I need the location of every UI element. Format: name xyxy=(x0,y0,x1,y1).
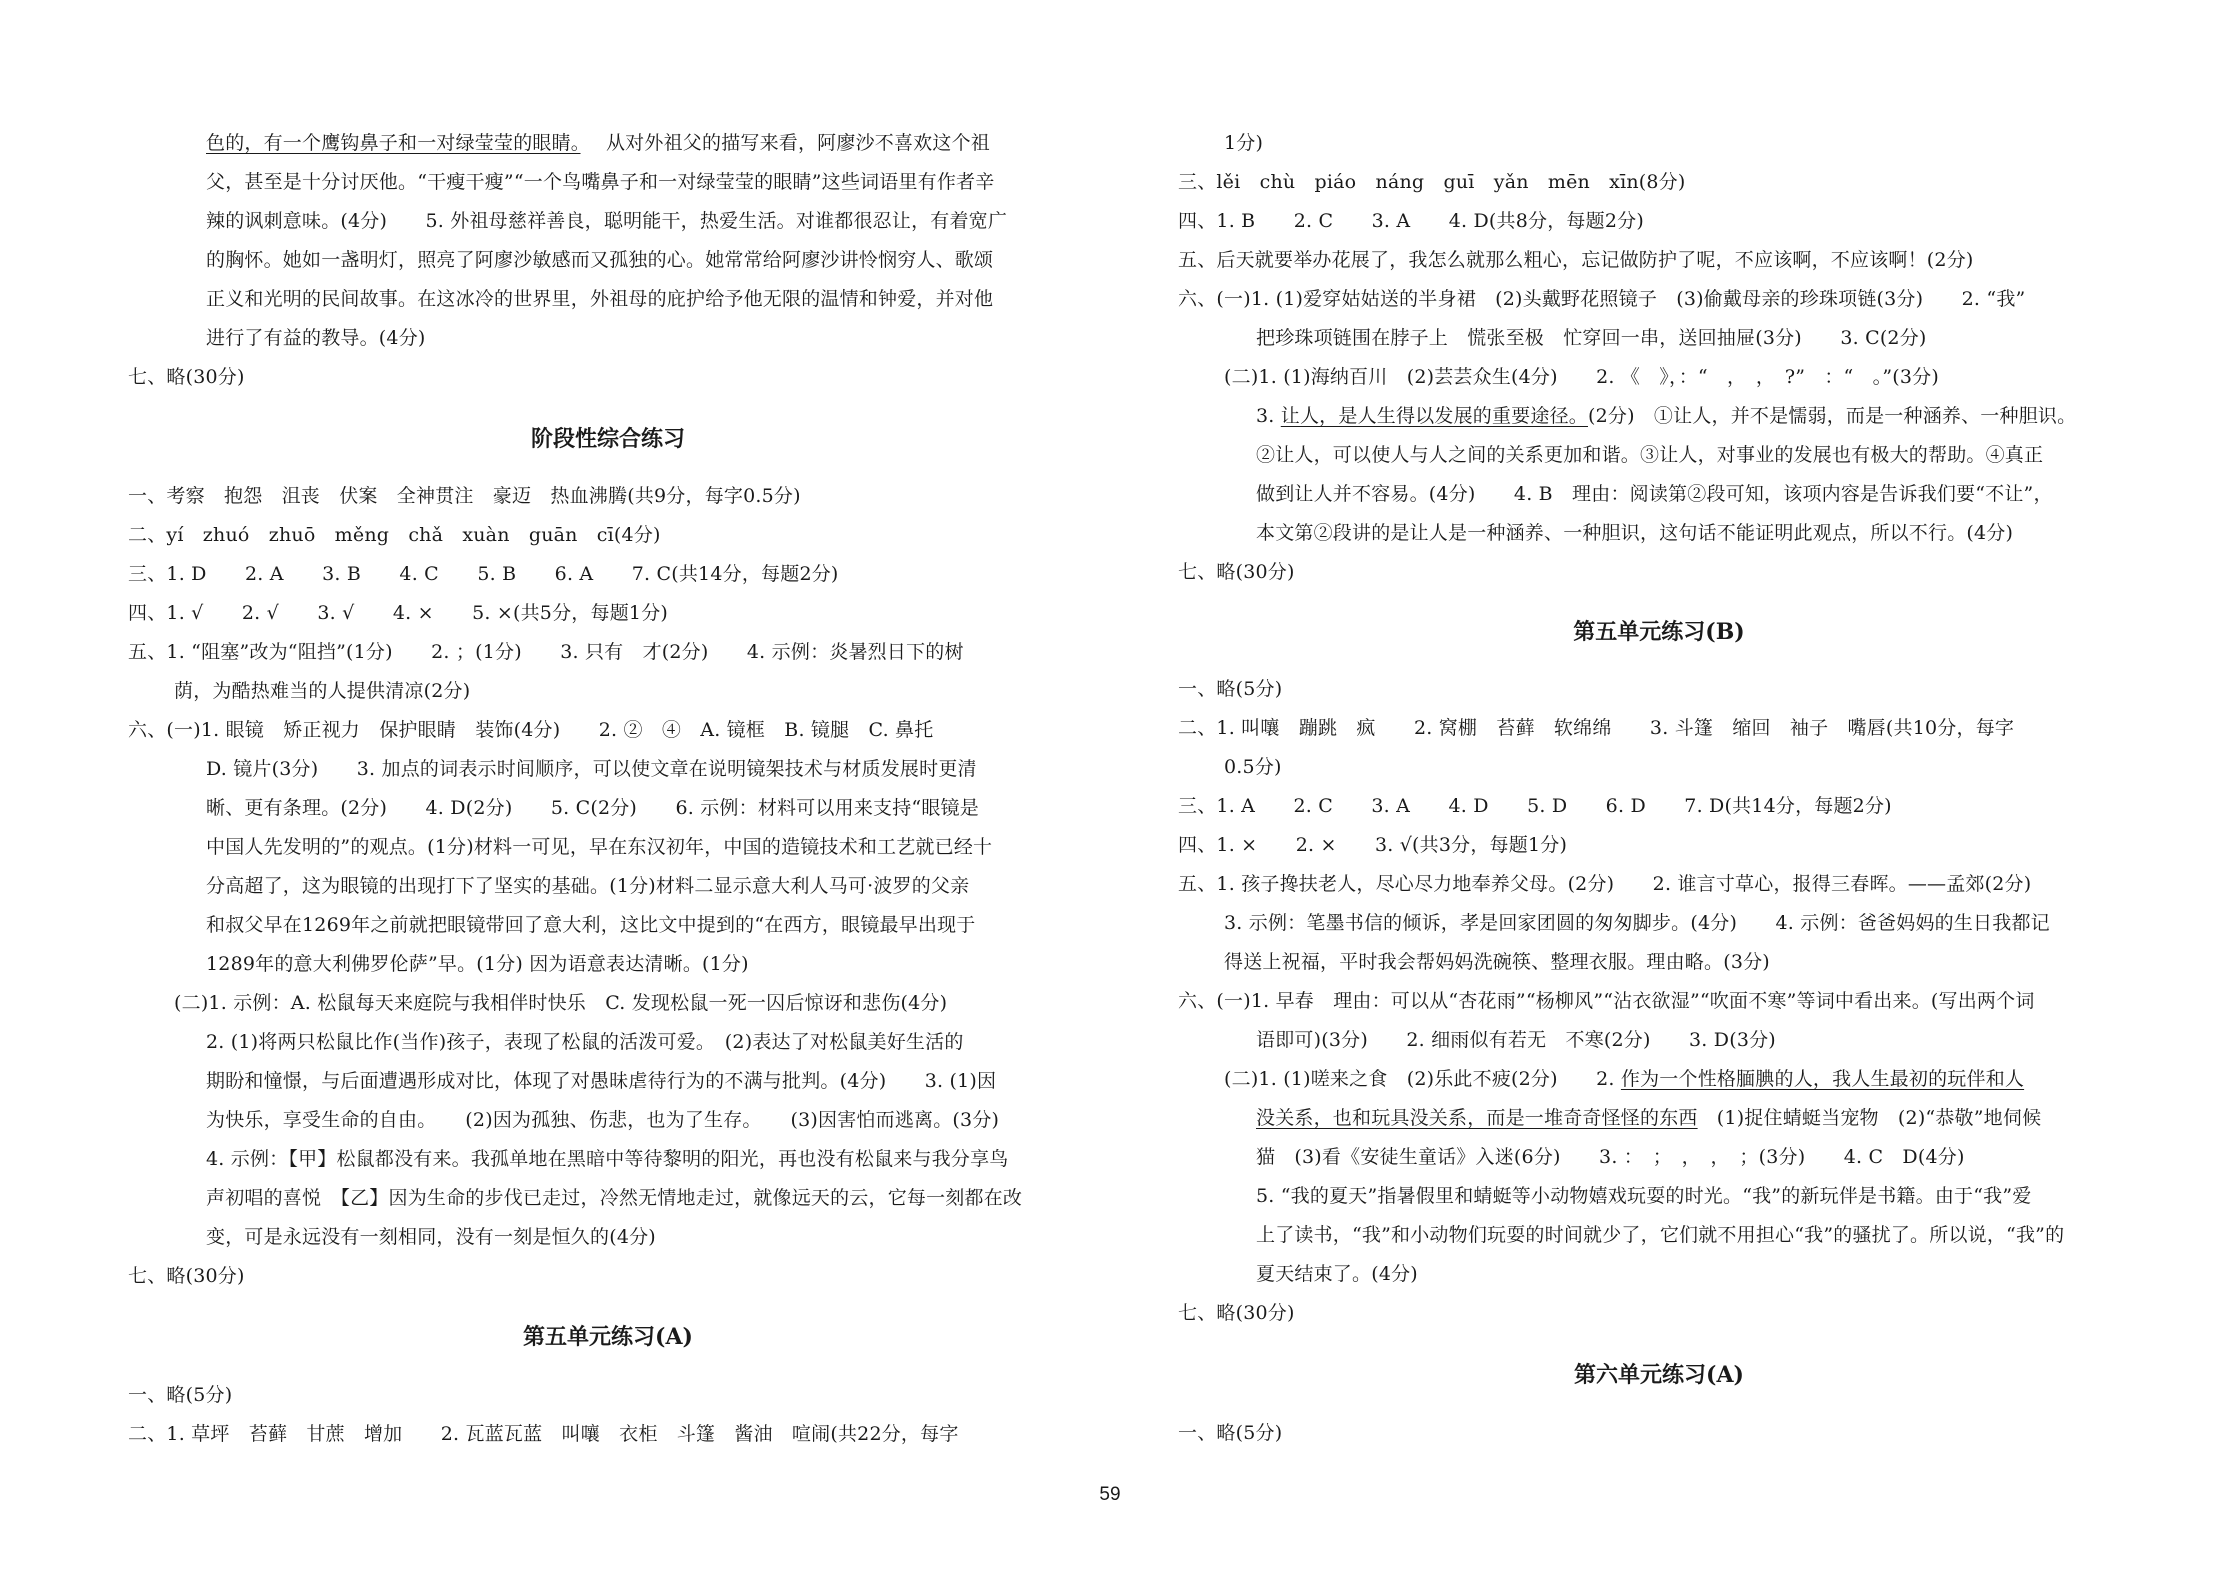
underlined-answer: 作为一个性格腼腆的人，我人生最初的玩伴和人 xyxy=(1620,1068,2025,1090)
text-line: 1分) xyxy=(1224,132,1264,154)
text-line: 父，甚至是十分讨厌他。“干瘦干瘦”“一个鸟嘴鼻子和一对绿莹莹的眼睛”这些词语里有作者辛 xyxy=(206,171,995,193)
text-line: 和叔父早在1269年之前就把眼镜带回了意大利，这比文中提到的“在西方，眼镜最早出现于 xyxy=(206,914,976,936)
text-line: 七、略(30分) xyxy=(128,1265,245,1287)
text-line: (二)1. 示例：A. 松鼠每天来庭院与我相伴时快乐 C. 发现松鼠一死一囚后惊讶和悲伤(4分) xyxy=(174,992,948,1014)
text-span: 从对外祖父的描写来看，阿廖沙不喜欢这个祖 xyxy=(605,132,990,154)
text-line: 三、1. D 2. A 3. B 4. C 5. B 6. A 7. C(共14分，每题2分) xyxy=(128,563,839,585)
text-line: 三、1. A 2. C 3. A 4. D 5. D 6. D 7. D(共14分，每题2分) xyxy=(1178,795,1892,817)
text-line: 得送上祝福，平时我会帮妈妈洗碗筷、整理衣服。理由略。(3分) xyxy=(1224,951,1770,973)
text-line: 正义和光明的民间故事。在这冰冷的世界里，外祖母的庇护给予他无限的温情和钟爱，并对他 xyxy=(206,288,994,310)
text-line: 做到让人并不容易。(4分) 4. B 理由：阅读第②段可知，该项内容是告诉我们要“不让”， xyxy=(1256,483,2053,505)
text-line: 进行了有益的教导。(4分) xyxy=(206,327,426,349)
text-line: 七、略(30分) xyxy=(1178,1302,1295,1324)
underlined-answer: 让人，是人生得以发展的重要途径。 xyxy=(1280,405,1588,427)
text-line: 一、略(5分) xyxy=(128,1384,233,1406)
text-line: 四、1. × 2. × 3. √(共3分，每题1分) xyxy=(1178,834,1568,856)
text-line: 2. (1)将两只松鼠比作(当作)孩子，表现了松鼠的活泼可爱。 (2)表达了对松鼠美好生活的 xyxy=(206,1031,964,1053)
section-heading: 第五单元练习(B) xyxy=(1573,619,1745,645)
section-heading: 阶段性综合练习 xyxy=(530,426,685,452)
text-line: 的胸怀。她如一盏明灯，照亮了阿廖沙敏感而又孤独的心。她常常给阿廖沙讲怜悯穷人、歌颂 xyxy=(206,249,994,271)
page-number: 59 xyxy=(1099,1484,1121,1505)
text-line: 0.5分) xyxy=(1224,756,1282,778)
text-line: 五、1. 孩子搀扶老人，尽心尽力地奉养父母。(2分) 2. 谁言寸草心，报得三春晖。——孟郊(2分) xyxy=(1178,873,2032,895)
text-span: 3. xyxy=(1256,405,1281,427)
text-line: 五、1. “阻塞”改为“阻挡”(1分) 2. ；(1分) 3. 只有 才(2分) 4. 示例：炎暑烈日下的树 xyxy=(128,641,964,663)
text-line: 5. “我的夏天”指暑假里和蜻蜓等小动物嬉戏玩耍的时光。“我”的新玩伴是书籍。由于“我”爱 xyxy=(1256,1185,2032,1207)
text-line: 六、(一)1. 早春 理由：可以从“杏花雨”“杨柳风”“沾衣欲湿”“吹面不寒”等词中看出来。(写出两个词 xyxy=(1178,990,2035,1012)
text-span: (二)1. (1)嗟来之食 (2)乐此不疲(2分) 2. xyxy=(1224,1068,1621,1090)
section-heading: 第五单元练习(A) xyxy=(523,1324,693,1350)
text-line: 七、略(30分) xyxy=(1178,561,1295,583)
underlined-answer: 没关系，也和玩具没关系，而是一堆奇奇怪怪的东西 xyxy=(1256,1107,1698,1129)
text-line: 一、略(5分) xyxy=(1178,678,1283,700)
text-line xyxy=(206,128,990,158)
text-line: (二)1. (1)海纳百川 (2)芸芸众生(4分) 2. 《 》，：“ ， ， ?” ：“ 。”(3分) xyxy=(1224,366,1939,388)
text-line xyxy=(1256,1103,2041,1133)
text-span: (2分) ①让人，并不是懦弱，而是一种涵养、一种胆识。 xyxy=(1587,405,2077,427)
text-line: 期盼和憧憬，与后面遭遇形成对比，体现了对愚昧虐待行为的不满与批判。(4分) 3. (1)因 xyxy=(206,1070,997,1092)
text-line: 二、1. 草坪 苔藓 甘蔗 增加 2. 瓦蓝瓦蓝 叫嚷 衣柜 斗篷 酱油 喧闹(共22分，每字 xyxy=(128,1423,959,1445)
text-line: 六、(一)1. (1)爱穿姑姑送的半身裙 (2)头戴野花照镜子 (3)偷戴母亲的珍珠项链(3分) 2. “我” xyxy=(1178,288,2026,310)
text-line: 中国人先发明的”的观点。(1分)材料一可见，早在东汉初年，中国的造镜技术和工艺就已经十 xyxy=(206,836,993,858)
text-line: D. 镜片(3分) 3. 加点的词表示时间顺序，可以使文章在说明镜架技术与材质发展时更清 xyxy=(206,758,977,780)
text-line: 一、考察 抱怨 沮丧 伏案 全神贯注 豪迈 热血沸腾(共9分，每字0.5分) xyxy=(128,485,801,507)
text-line: 为快乐，享受生命的自由。 (2)因为孤独、伤悲，也为了生存。 (3)因害怕而逃离。(3分) xyxy=(206,1109,1000,1131)
text-line: 四、1. √ 2. √ 3. √ 4. × 5. ×(共5分，每题1分) xyxy=(128,602,669,624)
text-line: 四、1. B 2. C 3. A 4. D(共8分，每题2分) xyxy=(1178,210,1644,232)
text-line: 猫 (3)看《安徒生童话》入迷(6分) 3. ： ； ， ， ；(3分) 4. C D(4分) xyxy=(1256,1146,1965,1168)
text-line: 夏天结束了。(4分) xyxy=(1256,1263,1418,1285)
text-line: 六、(一)1. 眼镜 矫正视力 保护眼睛 装饰(4分) 2. ② ④ A. 镜框 B. 镜腿 C. 鼻托 xyxy=(128,719,934,741)
underlined-answer: 色的，有一个鹰钩鼻子和一对绿莹莹的眼睛。 xyxy=(206,132,581,154)
text-line: 4. 示例：【甲】松鼠都没有来。我孤单地在黑暗中等待黎明的阳光，再也没有松鼠来与我分享鸟 xyxy=(206,1148,1009,1170)
text-line: ②让人，可以使人与人之间的关系更加和谐。③让人，对事业的发展也有极大的帮助。④真正 xyxy=(1256,444,2044,466)
text-line xyxy=(1224,1064,2024,1094)
text-line: 3. 示例：笔墨书信的倾诉，孝是回家团圆的匆匆脚步。(4分) 4. 示例：爸爸妈妈的生日我都记 xyxy=(1224,912,2050,934)
text-line: 五、后天就要举办花展了，我怎么就那么粗心，忘记做防护了呢，不应该啊，不应该啊！(2分) xyxy=(1178,249,1974,271)
text-line: 七、略(30分) xyxy=(128,366,245,388)
text-line: 声初唱的喜悦 【乙】因为生命的步伐已走过，冷然无情地走过，就像远天的云，它每一刻都在改 xyxy=(206,1187,1023,1209)
text-line: 一、略(5分) xyxy=(1178,1422,1283,1444)
text-line xyxy=(1256,401,2076,431)
section-heading: 第六单元练习(A) xyxy=(1574,1362,1744,1388)
text-line: 荫，为酷热难当的人提供清凉(2分) xyxy=(174,680,471,702)
text-line: 辣的讽刺意味。(4分) 5. 外祖母慈祥善良，聪明能干，热爱生活。对谁都很忍让，有着宽广 xyxy=(206,210,1008,232)
text-line: 分高超了，这为眼镜的出现打下了坚实的基础。(1分)材料二显示意大利人马可·波罗的父亲 xyxy=(206,875,970,897)
text-line: 把珍珠项链围在脖子上 慌张至极 忙穿回一串，送回抽屉(3分) 3. C(2分) xyxy=(1256,327,1927,349)
text-line: 二、1. 叫嚷 蹦跳 疯 2. 窝棚 苔藓 软绵绵 3. 斗篷 缩回 袖子 嘴唇(共10分，每字 xyxy=(1178,717,2015,739)
text-line: 变，可是永远没有一刻相同，没有一刻是恒久的(4分) xyxy=(206,1226,656,1248)
text-line: 三、lěi chù piáo náng guī yǎn mēn xīn(8分) xyxy=(1178,171,1686,193)
text-span: (1)捉住蜻蜓当宠物 (2)“恭敬”地伺候 xyxy=(1697,1107,2042,1129)
text-line: 语即可)(3分) 2. 细雨似有若无 不寒(2分) 3. D(3分) xyxy=(1256,1029,1776,1051)
text-line: 二、yí zhuó zhuō měng chǎ xuàn guān cī(4分) xyxy=(128,524,661,546)
text-line: 本文第②段讲的是让人是一种涵养、一种胆识，这句话不能证明此观点，所以不行。(4分) xyxy=(1256,522,2014,544)
text-line: 晰、更有条理。(2分) 4. D(2分) 5. C(2分) 6. 示例：材料可以用来支持“眼镜是 xyxy=(206,797,979,819)
text-line: 1289年的意大利佛罗伦萨”早。(1分) 因为语意表达清晰。(1分) xyxy=(206,953,749,975)
text-line: 上了读书，“我”和小动物们玩耍的时间就少了，它们就不用担心“我”的骚扰了。所以说，“我”的 xyxy=(1256,1224,2065,1246)
